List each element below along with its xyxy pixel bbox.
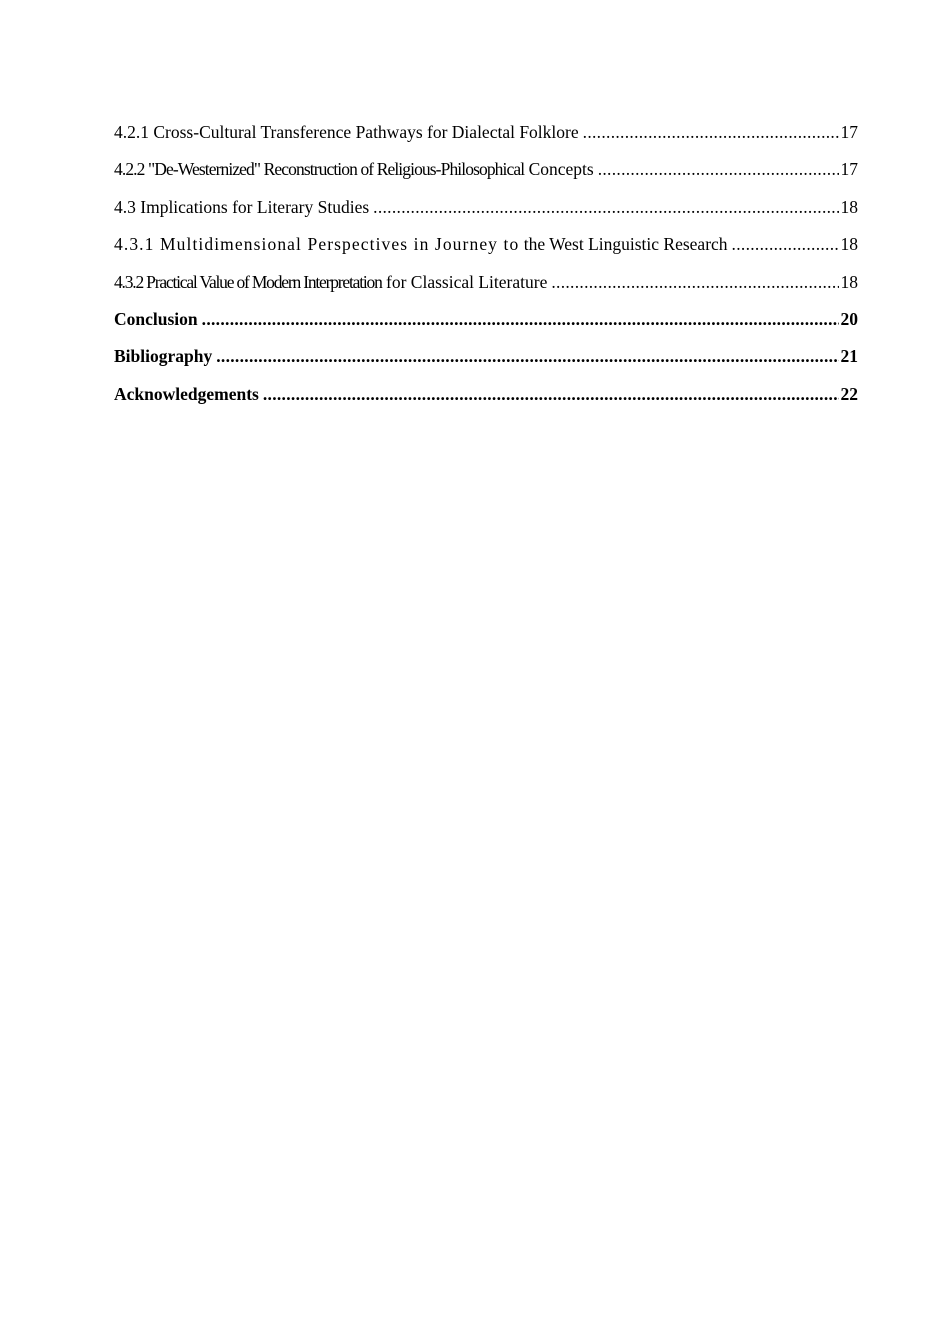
toc-entry-4-3[interactable] [114,194,858,231]
toc-entry-title [114,194,369,220]
toc-entry-page-number: 18 [840,234,858,255]
toc-dot-leader [598,156,839,182]
toc-dot-leader [263,381,839,407]
toc-entry-title-text: 4.2.1 Cross-Cultural Transference Pathways for Dialectal Folklore [114,122,579,142]
toc-entry-4-2-1[interactable] [114,119,858,156]
toc-entry-title-text: Conclusion [114,308,198,329]
toc-entry-title-text: Bibliography [114,346,213,367]
toc-entry-title-text: 4.2.2 "De-Westernized" Reconstruction of Religious-Philosophical [114,159,525,180]
toc-entry-title [114,306,198,332]
toc-entry-page-number: 17 [840,159,858,180]
toc-entry-conclusion[interactable] [114,306,858,343]
toc-entry-title [114,231,728,257]
toc-entry-title [114,119,579,145]
toc-entry-4-2-2[interactable] [114,156,858,193]
toc-entry-title [114,343,212,369]
toc-dot-leader [202,306,839,332]
toc-entry-page-number: 21 [840,346,858,367]
toc-dot-leader [216,343,838,369]
toc-dot-leader [373,194,838,220]
toc-entry-title-text: 4.3.2 Practical Value of Modern Interpretation [114,271,382,292]
toc-entry-page-number: 22 [840,383,858,404]
toc-entry-page-number: 20 [840,308,858,329]
toc-entry-page-number: 18 [840,271,858,292]
toc-entry-title-text: for Classical Literature [381,271,548,292]
table-of-contents [114,119,858,418]
toc-entry-4-3-2[interactable] [114,269,858,306]
toc-entry-4-3-1[interactable] [114,231,858,268]
toc-entry-page-number: 17 [840,122,858,142]
toc-entry-acknowledgements[interactable] [114,381,858,418]
toc-entry-title-text: Concepts [524,159,594,180]
toc-entry-title [114,269,547,295]
toc-dot-leader [583,119,839,145]
toc-dot-leader [732,231,839,257]
toc-entry-title [114,156,594,182]
toc-entry-title-text: 4.3 Implications for Literary Studies [114,196,370,217]
toc-dot-leader [551,269,838,295]
toc-entry-page-number: 18 [840,196,858,217]
toc-entry-title [114,381,259,407]
toc-entry-title-text: the West Linguistic Research [519,234,728,255]
toc-entry-title-text: 4.3.1 Multidimensional Perspectives in Journey to [114,234,520,255]
toc-entry-bibliography[interactable] [114,343,858,380]
toc-entry-title-text: Acknowledgements [114,383,259,404]
